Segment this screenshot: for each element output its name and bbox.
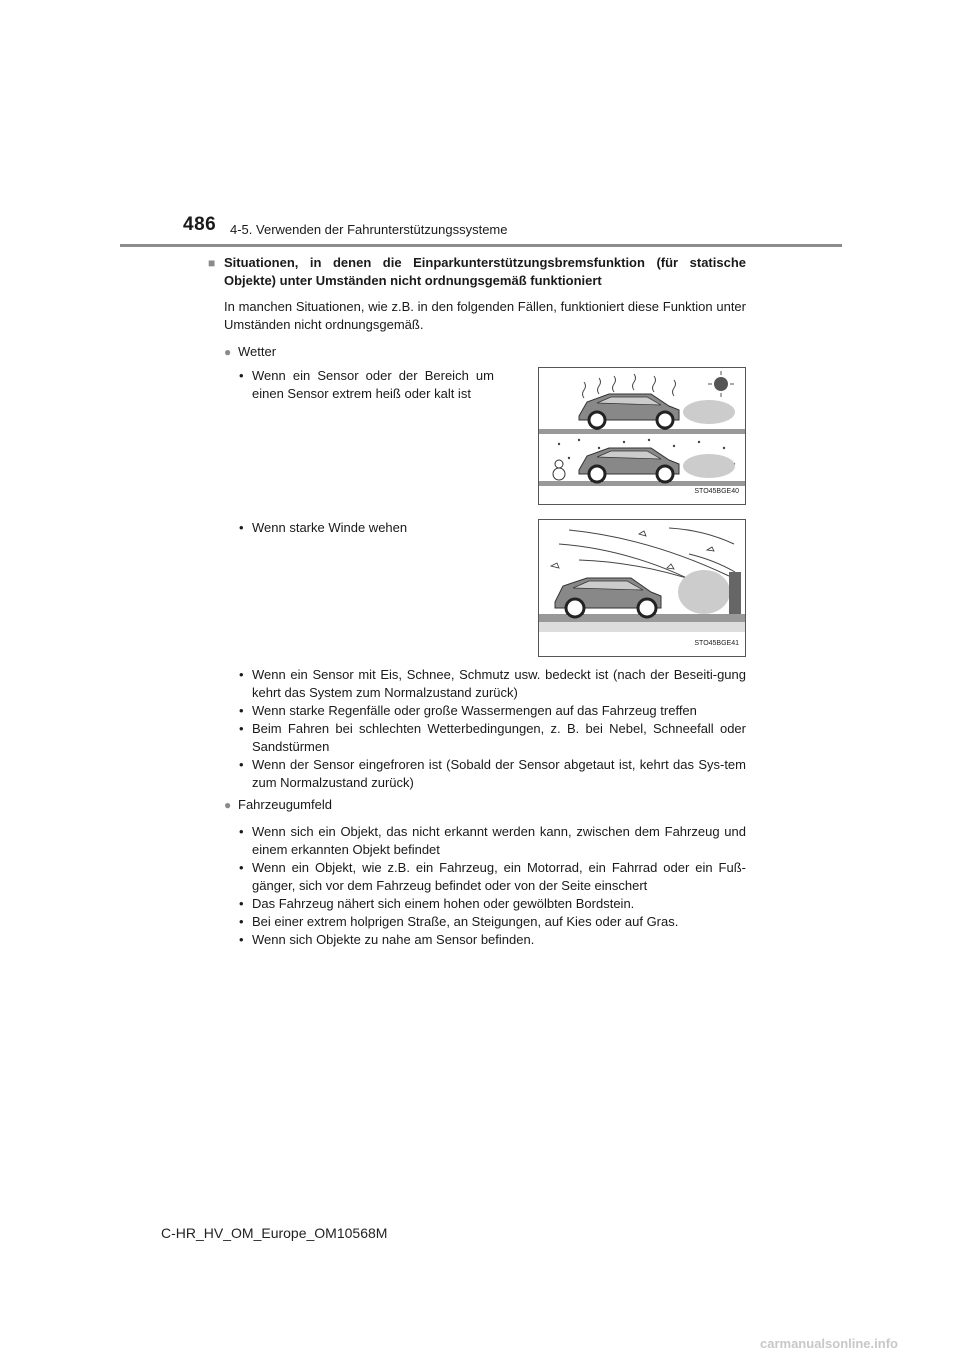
illustration-row xyxy=(238,367,746,505)
category-weather xyxy=(224,343,746,361)
list-item: • Beim Fahren bei schlechten Wetterbedingungen, z. B. bei Nebel, Schneefall oder Sandstürmen xyxy=(238,720,746,756)
illustration-row xyxy=(238,519,746,657)
circle-bullet-icon: ● xyxy=(224,798,232,812)
main-content xyxy=(208,254,746,949)
list-item: • Wenn sich ein Objekt, das nicht erkannt werden kann, zwischen dem Fahrzeug und einem erkannten Objekt befindet xyxy=(238,823,746,859)
weather-list xyxy=(238,666,746,792)
page-number: 486 xyxy=(183,214,217,235)
list-item: • Wenn ein Sensor oder der Bereich um einen Sensor extrem heiß oder kalt ist xyxy=(238,367,494,403)
section-title: 4-5. Verwenden der Fahrunterstützungssysteme xyxy=(230,222,508,237)
list-item: • Das Fahrzeug nähert sich einem hohen oder gewölbten Bordstein. xyxy=(238,895,746,913)
category-surroundings xyxy=(224,796,746,814)
section-heading xyxy=(208,254,746,290)
figure-code: STO45BGE40 xyxy=(694,488,739,495)
list-item: • Wenn der Sensor eingefroren ist (Sobald der Sensor abgetaut ist, kehrt das Sys-tem zum Normalzustand zurück) xyxy=(238,756,746,792)
figure-code: STO45BGE41 xyxy=(694,640,739,647)
list-item: • Wenn ein Sensor mit Eis, Schnee, Schmutz usw. bedeckt ist (nach der Beseiti-gung kehrt das System zum Normalzustand zurück) xyxy=(238,666,746,702)
footer-document-id: C-HR_HV_OM_Europe_OM10568M xyxy=(161,1225,388,1241)
list-item: • Bei einer extrem holprigen Straße, an Steigungen, auf Kies oder auf Gras. xyxy=(238,913,746,931)
list-item: • Wenn sich Objekte zu nahe am Sensor befinden. xyxy=(238,931,746,949)
header-rule xyxy=(120,244,842,247)
category-label: Wetter xyxy=(238,344,277,359)
intro-paragraph: In manchen Situationen, wie z.B. in den folgenden Fällen, funktioniert diese Funktion unter Umständen nicht ordnungsgemäß. xyxy=(224,299,746,332)
watermark: carmanualsonline.info xyxy=(760,1336,898,1351)
section-heading-text: Situationen, in denen die Einparkunterstützungsbremsfunktion (für statische Objekte) unter Umständen nicht ordnungsgemäß funktioniert xyxy=(224,255,746,288)
list-item: • Wenn starke Regenfälle oder große Wassermengen auf das Fahrzeug treffen xyxy=(238,702,746,720)
list-item: • Wenn starke Winde wehen xyxy=(238,519,494,537)
square-bullet-icon: ■ xyxy=(208,256,216,270)
illustration-hot-cold xyxy=(538,367,746,505)
illustration-wind xyxy=(538,519,746,657)
list-item: • Wenn ein Objekt, wie z.B. ein Fahrzeug, ein Motorrad, ein Fahrrad oder ein Fuß-gänger, sich vor dem Fahrzeug befindet oder von der Seite einschert xyxy=(238,859,746,895)
surroundings-list xyxy=(238,823,746,949)
category-label: Fahrzeugumfeld xyxy=(238,797,332,812)
circle-bullet-icon: ● xyxy=(224,345,232,359)
